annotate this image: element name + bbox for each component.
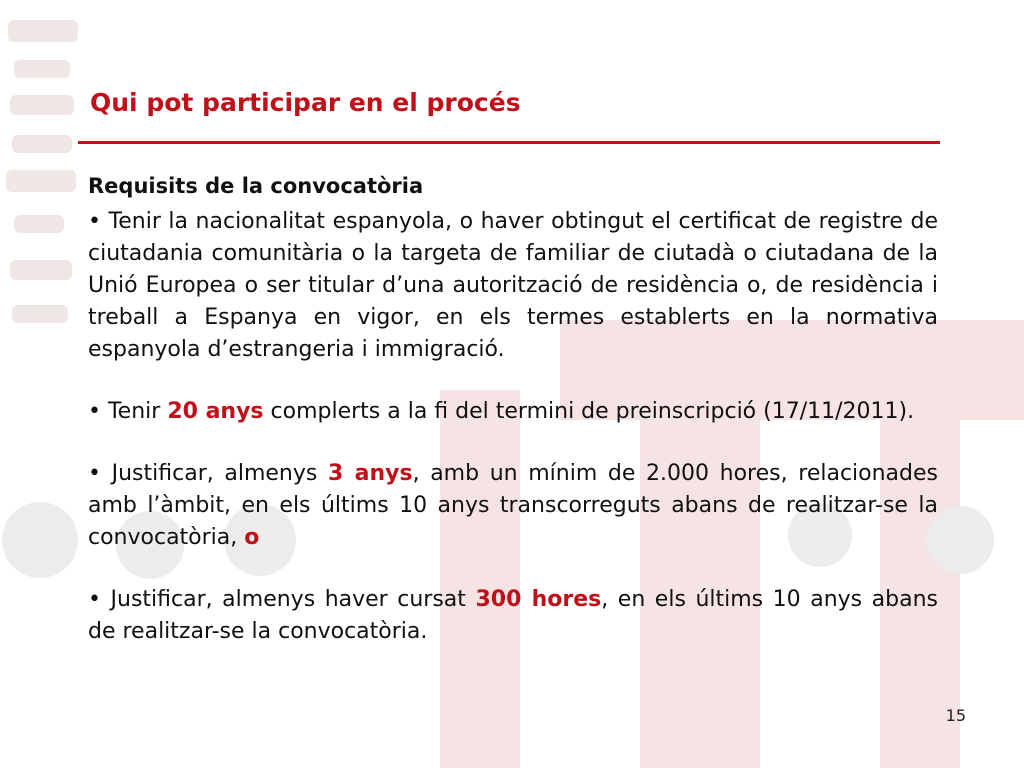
requirement-item-experience: [88, 458, 938, 554]
title-underline: [78, 141, 940, 144]
highlight-age: 20 anys: [167, 399, 264, 424]
requirement-text: Tenir: [100, 399, 168, 424]
bullet-mark: •: [88, 209, 101, 234]
highlight-hours: 300 hores: [475, 587, 602, 612]
highlight-years: 3 anys: [328, 461, 413, 486]
requirement-text: Justificar, almenys: [100, 461, 328, 486]
requirement-item-training: [88, 584, 938, 648]
bullet-mark: •: [88, 399, 101, 424]
requirement-text: , en els últims 10 anys abans de realitzar-se la convocatòria.: [88, 587, 938, 644]
slide-content: [88, 170, 938, 648]
page-number: 15: [945, 706, 966, 725]
requirement-text: complerts a la fi del termini de preinscripció (17/11/2011).: [263, 399, 915, 424]
requirement-text: Justificar, almenys haver cursat: [100, 587, 476, 612]
section-subheading: Requisits de la convocatòria: [88, 174, 424, 198]
requirement-item-nationality: [88, 206, 938, 366]
requirement-item-age: [88, 396, 938, 428]
bullet-mark: •: [88, 461, 101, 486]
requirement-text: Tenir la nacionalitat espanyola, o haver obtingut el certificat de registre de ciutadania comunitària o la targeta de familiar de ciutadà o ciutadana de la Unió Europea o ser titular d’una autorització de residència o, de residència i treball a Espanya en vigor, en els termes establerts en la normativa espanyola d’estrangeria i immigració.: [88, 209, 938, 362]
highlight-or: o: [244, 525, 260, 550]
slide-title: Qui pot participar en el procés: [90, 88, 521, 117]
watermark-left-column: [6, 20, 78, 323]
bullet-mark: •: [88, 587, 101, 612]
requirement-text: , amb un mínim de 2.000 hores, relacionades amb l’àmbit, en els últims 10 anys transcorreguts abans de realitzar-se la convocatòria,: [88, 461, 938, 550]
